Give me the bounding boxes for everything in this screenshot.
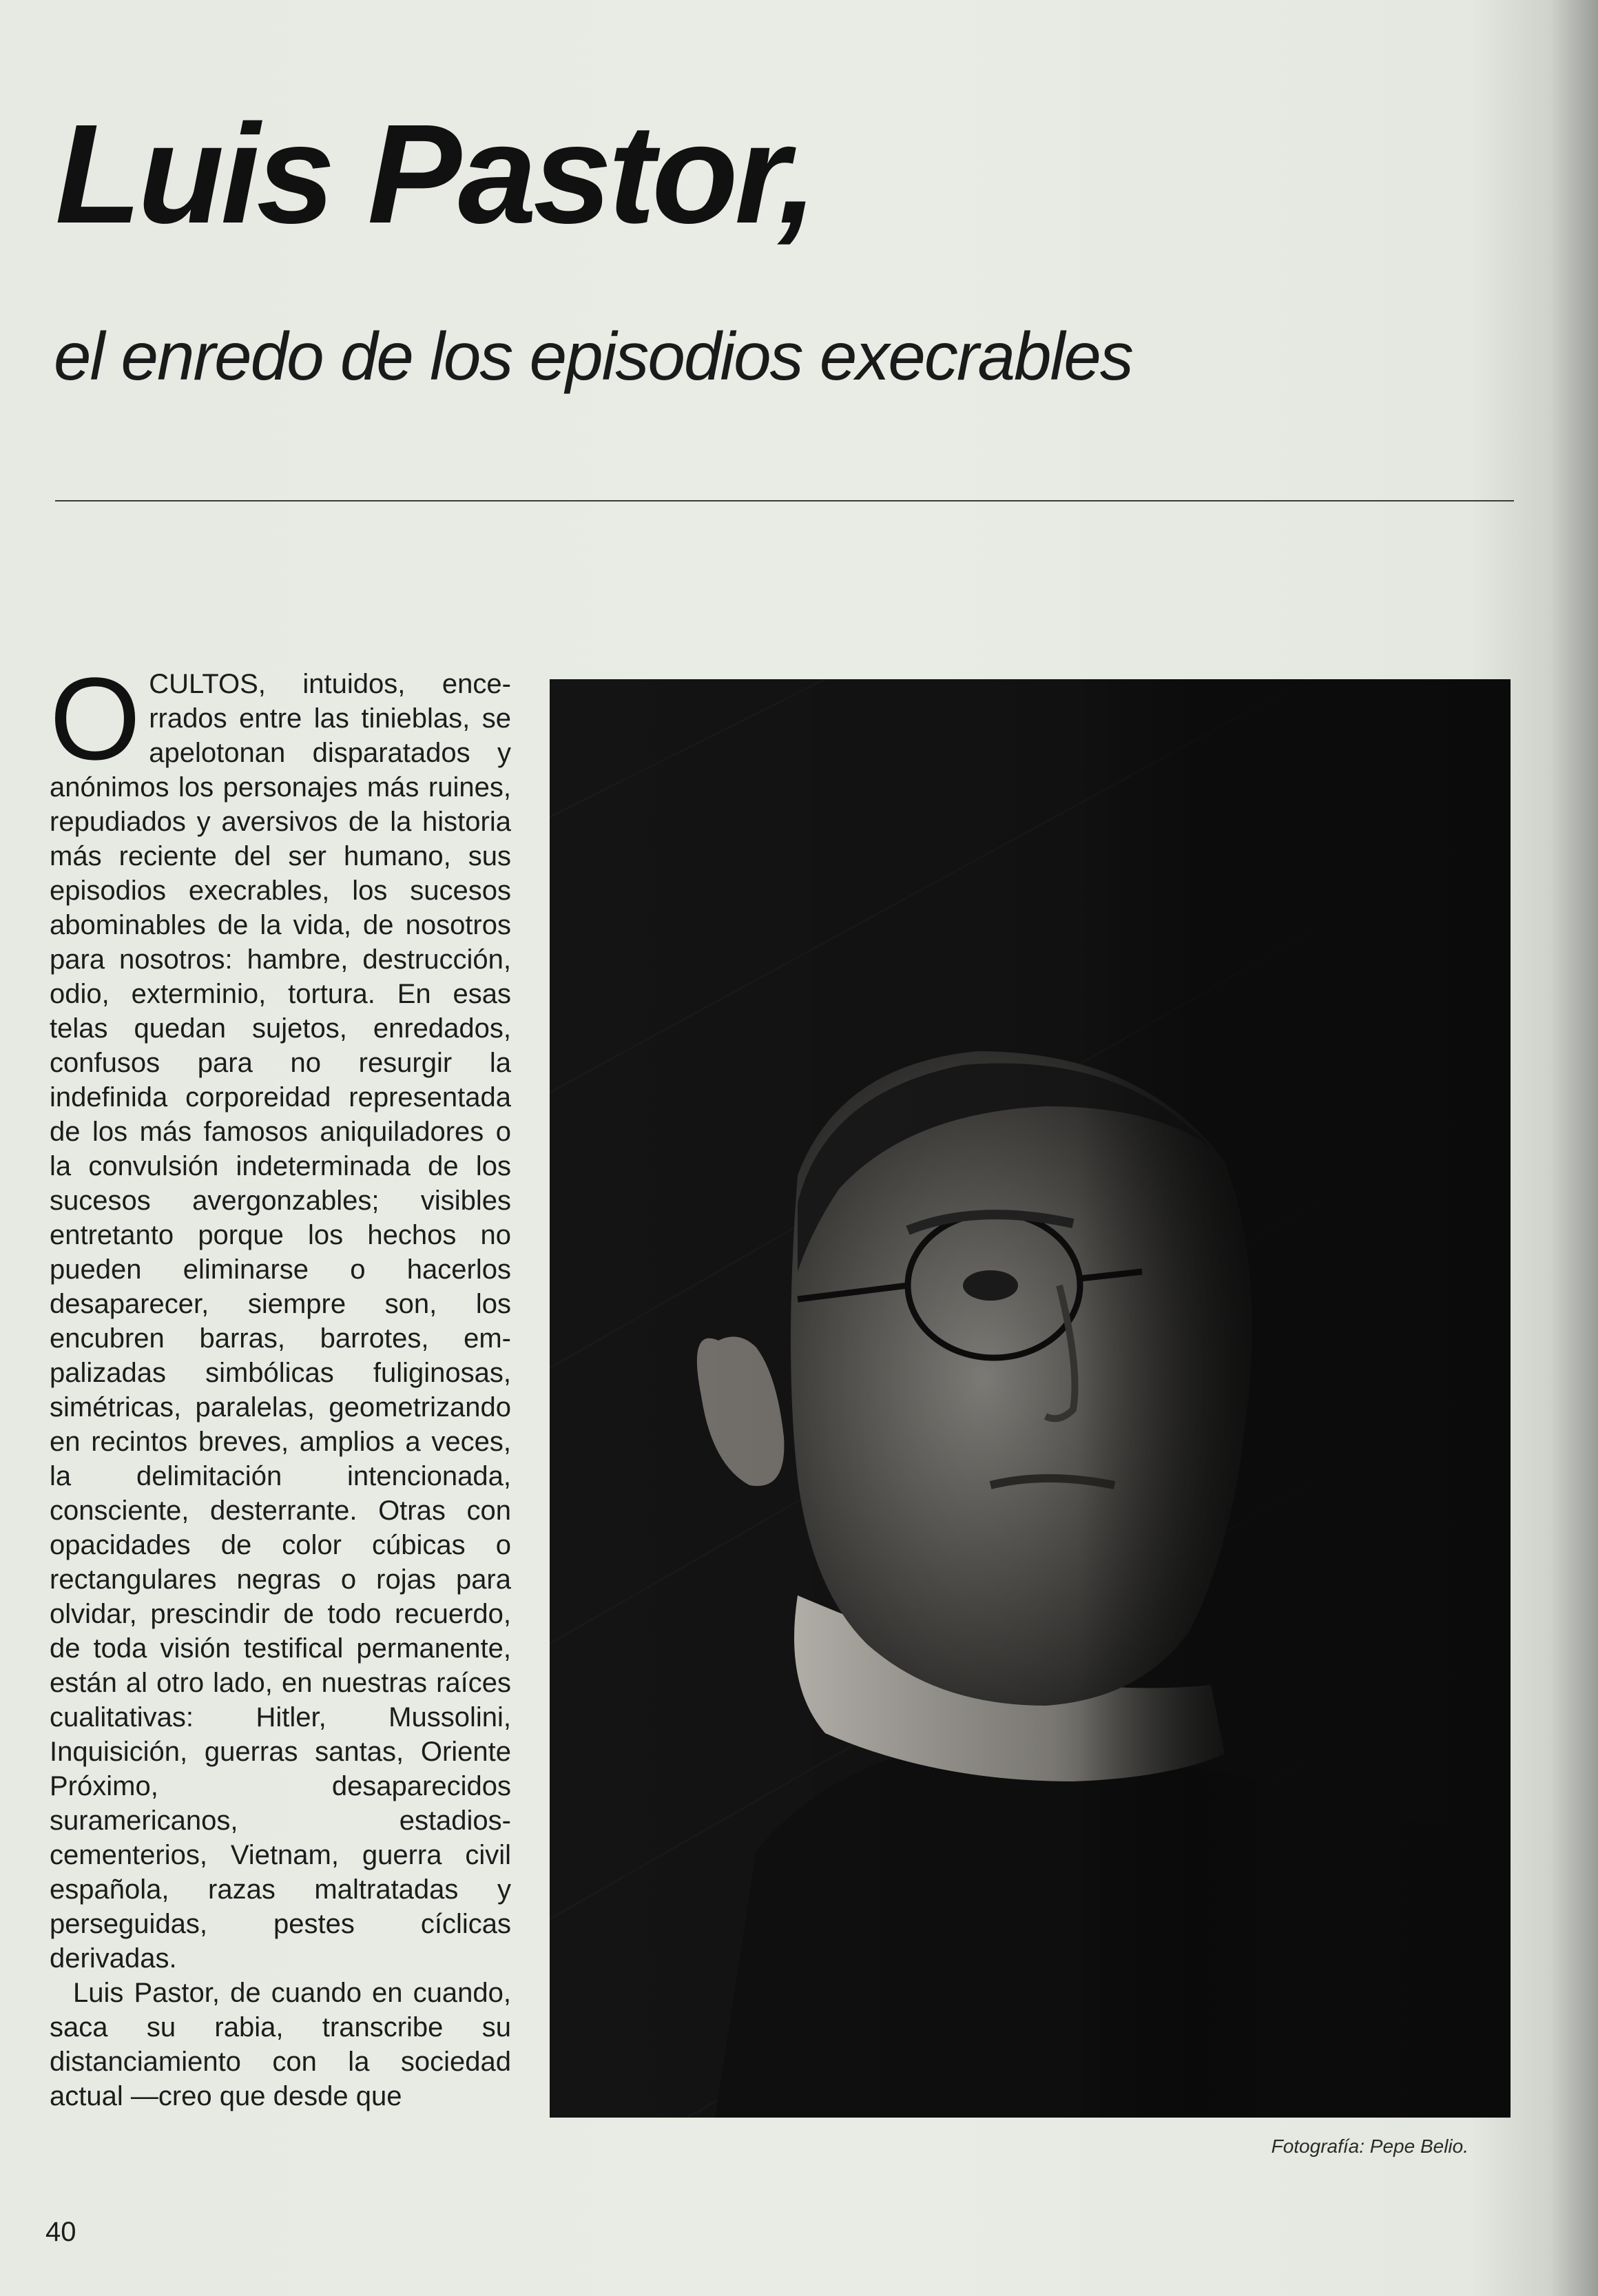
paragraph-text: CULTOS, intuidos, encerrados entre las tinieblas, se apelotonan disparatados y anónimos los personajes más ruines, repudiados y aversivos de la historia más reciente del ser humano, sus episodios execrables, los sucesos abominables de la vida, de nosotros para nosotros: hambre, destrucción, odio, exterminio, tortura. En esas telas quedan sujetos, enredados, confusos para no resurgir la indefinida corporeidad representada de los más famosos aniquiladores o la convulsión indeterminada de los sucesos avergonzables; visibles entretanto porque los hechos no pueden eliminarse o hacerlos desaparecer, siempre son, los encubren barras, barrotes, empalizadas simbólicas fuliginosas, simétricas, paralelas, geometrizando en recintos breves, amplios a veces, la delimitación intencionada, consciente, desterrante. Otras con opacidades de color cúbicas o rectangulares negras o rojas para olvidar, prescindir de todo recuerdo, de toda visión testifical permanente, están al otro lado, en nuestras raíces cualitativas: Hitler, Mussolini, Inquisición, guerras santas, Oriente Próximo, desaparecidos suramericanos, estadios-cementerios, Vietnam, guerra civil española, razas maltratadas y perseguidas, pestes cíclicas derivadas. [50, 669, 511, 1974]
portrait-photo [550, 679, 1511, 2118]
portrait-photo-icon [550, 679, 1511, 2118]
article-paragraph [50, 654, 511, 1976]
drop-cap: O [50, 654, 141, 785]
article-body [50, 654, 511, 2113]
page-number: 40 [45, 2217, 76, 2247]
article-title: Luis Pastor, [55, 95, 815, 253]
article-subtitle: el enredo de los episodios execrables [54, 318, 1132, 394]
title-divider [55, 500, 1514, 501]
photo-caption: Fotografía: Pepe Belio. [1271, 2135, 1469, 2157]
article-paragraph [50, 1976, 511, 2113]
paragraph-text: Luis Pastor, de cuando en cuando, saca su rabia, transcribe su distanciamiento con la sociedad actual —creo que desde que [50, 1978, 511, 2111]
